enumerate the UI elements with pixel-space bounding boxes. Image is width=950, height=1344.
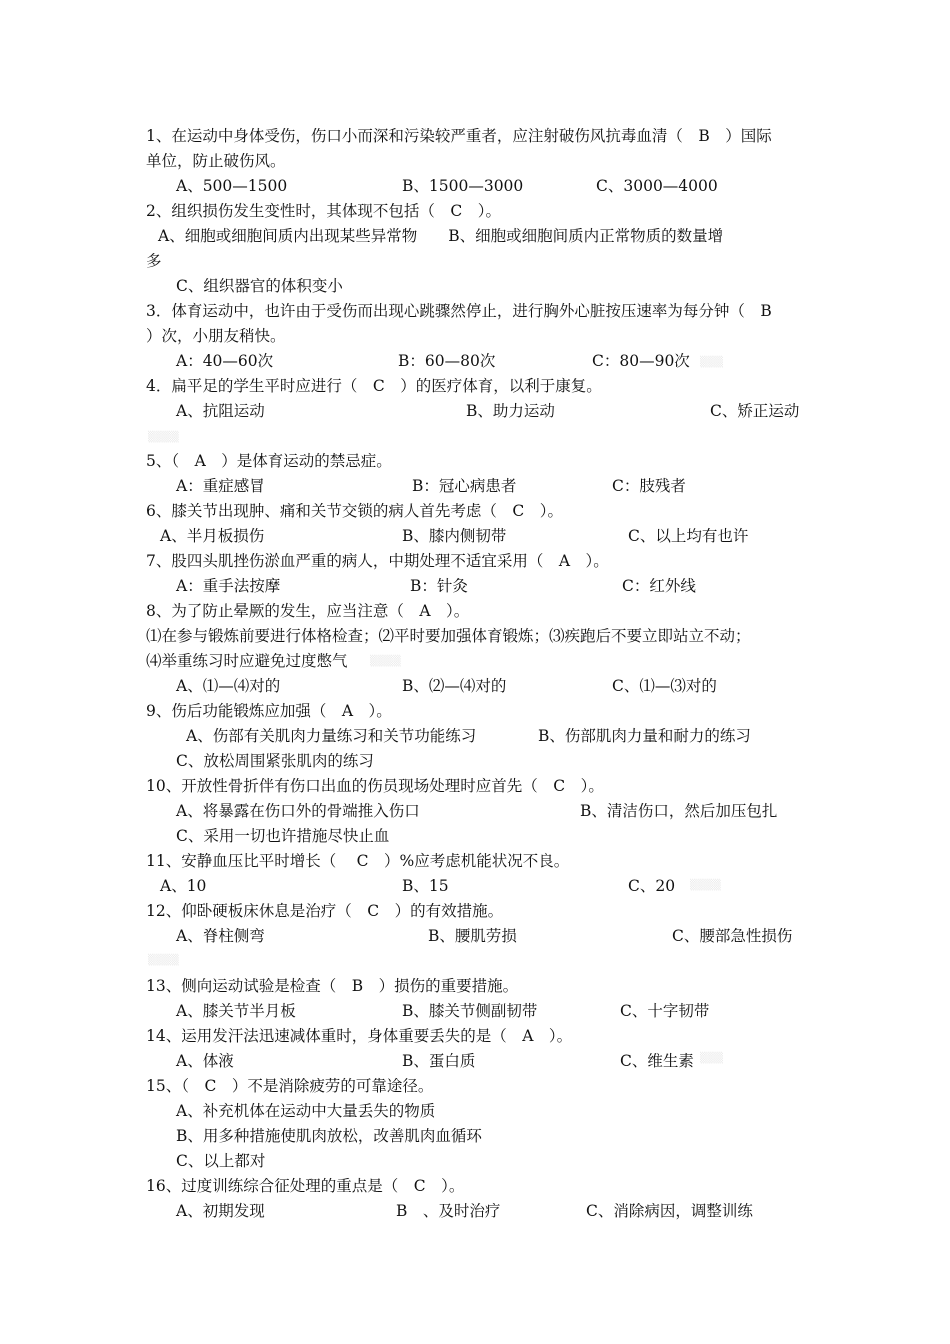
- answer-option: A、半月板损伤: [160, 527, 265, 545]
- question-text: 6、膝关节出现肿、痛和关节交锁的病人首先考虑（ C ）。: [146, 502, 563, 520]
- answer-option: B、伤部肌肉力量和耐力的练习: [538, 727, 751, 745]
- question-text: 7、股四头肌挫伤淤血严重的病人，中期处理不适宜采用（ A ）。: [146, 552, 609, 570]
- answer-option: A、抗阻运动: [176, 402, 265, 420]
- answer-option: B：针灸: [410, 577, 468, 595]
- question-text: C、以上都对: [176, 1152, 266, 1170]
- watermark-mark: ▒▒▒: [700, 357, 724, 368]
- answer-option: B、膝内侧韧带: [402, 527, 507, 545]
- question-text: 4．扁平足的学生平时应进行（ C ）的医疗体育，以利于康复。: [146, 377, 602, 395]
- question-text: 5、（ A ）是体育运动的禁忌症。: [146, 452, 392, 470]
- watermark-mark: ▒▒▒▒: [148, 432, 179, 443]
- question-text: 14、运用发汗法迅速减体重时，身体重要丢失的是（ A ）。: [146, 1027, 573, 1045]
- answer-option: B、1500—3000: [402, 177, 524, 195]
- question-text: 3．体育运动中，也许由于受伤而出现心跳骤然停止，进行胸外心脏按压速率为每分钟（ B: [146, 302, 772, 320]
- question-text: ⑴在参与锻炼前要进行体格检查；⑵平时要加强体育锻炼；⑶疾跑后不要立即站立不动；: [146, 627, 751, 645]
- answer-option: B、15: [402, 877, 449, 895]
- answer-option: C、矫正运动: [710, 402, 800, 420]
- answer-option: A、将暴露在伤口外的骨端推入伤口: [176, 802, 420, 820]
- question-text: 15、（ C ）不是消除疲劳的可靠途径。: [146, 1077, 434, 1095]
- answer-option: C、消除病因，调整训练: [586, 1202, 753, 1220]
- question-text: 12、仰卧硬板床休息是治疗（ C ）的有效措施。: [146, 902, 504, 920]
- question-text: ）次，小朋友稍快。: [146, 327, 286, 345]
- answer-option: B：60—80次: [398, 352, 496, 370]
- question-text: C、采用一切也许措施尽快止血: [176, 827, 390, 845]
- answer-option: C：肢残者: [612, 477, 686, 495]
- answer-option: B、腰肌劳损: [428, 927, 517, 945]
- answer-option: A、初期发现: [176, 1202, 265, 1220]
- answer-option: C、20: [628, 877, 676, 895]
- question-text: 8、为了防止晕厥的发生，应当注意（ A ）。: [146, 602, 470, 620]
- answer-option: A、10: [160, 877, 207, 895]
- answer-option: C、以上均有也许: [628, 527, 749, 545]
- answer-option: B：冠心病患者: [412, 477, 517, 495]
- question-text: 10、开放性骨折伴有伤口出血的伤员现场处理时应首先（ C ）。: [146, 777, 604, 795]
- answer-option: B 、及时治疗: [396, 1202, 501, 1220]
- answer-option: C、3000—4000: [596, 177, 718, 195]
- question-text: 1、在运动中身体受伤，伤口小而深和污染较严重者，应注射破伤风抗毒血清（ B ）国际: [146, 127, 772, 145]
- answer-option: B、⑵—⑷对的: [402, 677, 507, 695]
- question-text: 13、侧向运动试验是检查（ B ）损伤的重要措施。: [146, 977, 519, 995]
- answer-option: A、伤部有关肌肉力量练习和关节功能练习: [186, 727, 477, 745]
- question-text: C、放松周围紧张肌肉的练习: [176, 752, 374, 770]
- answer-option: A：重症感冒: [176, 477, 265, 495]
- answer-option: B、助力运动: [466, 402, 555, 420]
- answer-option: B、膝关节侧副韧带: [402, 1002, 538, 1020]
- watermark-mark: ▒▒▒▒: [148, 955, 179, 966]
- question-text: B、用多种措施使肌肉放松，改善肌肉血循环: [176, 1127, 482, 1145]
- answer-option: B、清洁伤口，然后加压包扎: [580, 802, 778, 820]
- answer-option: C、腰部急性损伤: [672, 927, 793, 945]
- question-text: 多: [146, 252, 162, 270]
- question-text: 2、组织损伤发生变性时，其体现不包括（ C ）。: [146, 202, 501, 220]
- answer-option: A、体液: [176, 1052, 234, 1070]
- question-text: A、细胞或细胞间质内出现某些异常物 B、细胞或细胞间质内正常物质的数量增: [158, 227, 724, 245]
- answer-option: B、蛋白质: [402, 1052, 476, 1070]
- answer-option: C、十字韧带: [620, 1002, 710, 1020]
- answer-option: A、膝关节半月板: [176, 1002, 296, 1020]
- question-text: A、补充机体在运动中大量丢失的物质: [176, 1102, 436, 1120]
- watermark-mark: ▒▒▒: [700, 1053, 724, 1064]
- answer-option: C：80—90次: [592, 352, 690, 370]
- question-text: ⑷举重练习时应避免过度憋气: [146, 652, 348, 670]
- answer-option: C、⑴—⑶对的: [612, 677, 717, 695]
- question-text: C、组织器官的体积变小: [176, 277, 343, 295]
- watermark-mark: ▒▒▒▒: [370, 656, 401, 667]
- answer-option: A：40—60次: [176, 352, 274, 370]
- answer-option: A、脊柱侧弯: [176, 927, 265, 945]
- watermark-mark: ▒▒▒▒: [690, 880, 721, 891]
- question-text: 16、过度训练综合征处理的重点是（ C ）。: [146, 1177, 465, 1195]
- question-text: 9、伤后功能锻炼应加强（ A ）。: [146, 702, 392, 720]
- question-text: 11、安静血压比平时增长（ C ）%应考虑机能状况不良。: [146, 852, 570, 870]
- answer-option: A：重手法按摩: [176, 577, 281, 595]
- answer-option: C：红外线: [622, 577, 696, 595]
- answer-option: A、⑴—⑷对的: [176, 677, 281, 695]
- question-text: 单位，防止破伤风。: [146, 152, 286, 170]
- answer-option: A、500—1500: [176, 177, 288, 195]
- answer-option: C、维生素: [620, 1052, 694, 1070]
